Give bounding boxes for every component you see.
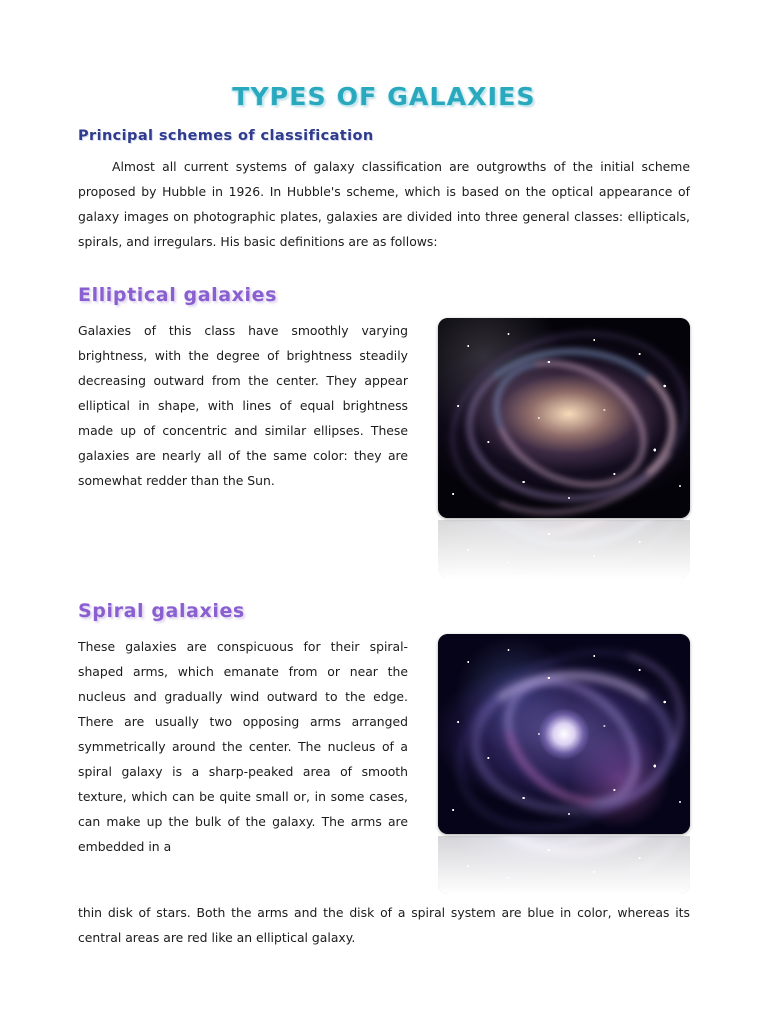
section-heading-spiral: Spiral galaxies bbox=[78, 600, 245, 622]
spiral-photo-reflection bbox=[438, 836, 690, 894]
section-row bbox=[78, 318, 690, 578]
section-image-column bbox=[426, 634, 690, 894]
elliptical-galaxy-photo bbox=[438, 318, 690, 518]
stars-overlay bbox=[438, 634, 690, 834]
spiral-paragraph: These galaxies are conspicuous for their spiral-shaped arms, which emanate from or near the nucleus and gradually wind outward to the edge. There are usually two opposing arms arranged symmetrically around the center. The nucleus of a spiral galaxy is a sharp-peaked area of smooth texture, which can be quite small or, in some cases, can make up the bulk of the galaxy. The arms are embedded in a bbox=[78, 639, 408, 854]
section-elliptical-galaxies bbox=[78, 284, 690, 578]
spiral-galaxy-photo bbox=[438, 634, 690, 834]
section-text-column bbox=[78, 318, 408, 493]
stars-overlay bbox=[438, 318, 690, 518]
elliptical-paragraph: Galaxies of this class have smoothly varying brightness, with the degree of brightness steadily decreasing outward from the center. They appear elliptical in shape, with lines of equal brightness made up of concentric and similar ellipses. These galaxies are nearly all of the same color: they are somewhat redder than the Sun. bbox=[78, 323, 408, 488]
section-spiral-galaxies bbox=[78, 600, 690, 950]
galaxy-artwork bbox=[438, 634, 690, 834]
elliptical-galaxy-figure bbox=[438, 318, 690, 578]
document-content bbox=[78, 82, 690, 972]
section-text-column bbox=[78, 634, 408, 859]
page-title: TYPES OF GALAXIES bbox=[232, 82, 536, 111]
spiral-galaxy-figure bbox=[438, 634, 690, 894]
intro-block bbox=[78, 128, 690, 254]
section-row bbox=[78, 634, 690, 894]
spiral-paragraph-tail: thin disk of stars. Both the arms and the disk of a spiral system are blue in color, whereas its central areas are red like an elliptical galaxy. bbox=[78, 905, 690, 945]
elliptical-photo-reflection bbox=[438, 520, 690, 578]
galaxy-artwork bbox=[438, 318, 690, 518]
intro-paragraph: Almost all current systems of galaxy classification are outgrowths of the initial scheme proposed by Hubble in 1926. In Hubble's scheme, which is based on the optical appearance of galaxy images on photographic plates, galaxies are divided into three general classes: ellipticals, spirals, and irregulars. His basic definitions are as follows: bbox=[78, 159, 690, 249]
section-heading-elliptical: Elliptical galaxies bbox=[78, 284, 278, 306]
section-image-column bbox=[426, 318, 690, 578]
section-subheading: Principal schemes of classification bbox=[78, 128, 374, 144]
